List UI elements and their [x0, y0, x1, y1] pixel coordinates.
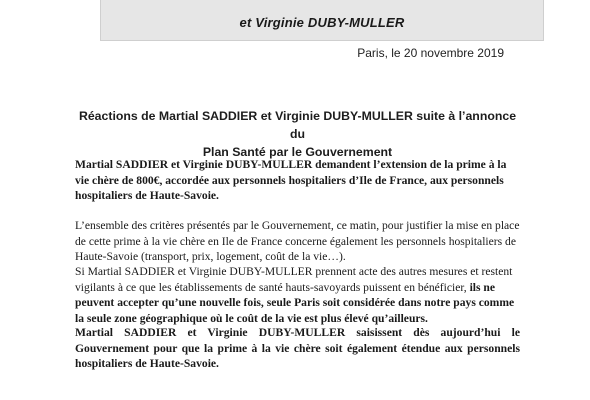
- paragraph-2: L’ensemble des critères présentés par le Gouvernement, ce matin, pour justifier la mise en place de cette prime à la vie chère en Ile de France concerne également les personnels hospitaliers de Haute-Savoie (transport, prix, logement, coût de la vie…).: [75, 219, 520, 263]
- paragraph-3-text: Si Martial SADDIER et Virginie DUBY-MULLER prennent acte des autres mesures et restent vigilants à ce que les établissements de santé hauts-savoyards puissent en bénéficier,: [75, 265, 513, 294]
- paragraph-3: [75, 264, 520, 326]
- title-line-2: Plan Santé par le Gouvernement: [202, 145, 393, 159]
- document-title: [70, 107, 525, 161]
- title-line-1: Réactions de Martial SADDIER et Virginie DUBY-MULLER suite à l’annonce du: [78, 109, 517, 141]
- header-names: et Virginie DUBY-MULLER: [239, 15, 405, 30]
- header-banner: [100, 0, 544, 41]
- paragraph-1: Martial SADDIER et Virginie DUBY-MULLER demandent l’extension de la prime à la vie chère de 800€, accordée aux personnels hospitaliers d’Ile de France, aux personnels hospitaliers de Haute-Savoie.: [75, 158, 507, 202]
- dateline: Paris, le 20 novembre 2019: [357, 46, 504, 60]
- paragraph-3-bold-text: ils ne peuvent accepter qu’une nouvelle fois, seule Paris soit considérée dans notre pays comme la seule zone géographique où le coût de la vie est plus élevé qu’ailleurs.: [75, 280, 515, 325]
- paragraph-4: Martial SADDIER et Virginie DUBY-MULLER saisissent dès aujourd’hui le Gouvernement pour que la prime à la vie chère soit également étendue aux personnels hospitaliers de Haute-Savoie.: [75, 326, 520, 370]
